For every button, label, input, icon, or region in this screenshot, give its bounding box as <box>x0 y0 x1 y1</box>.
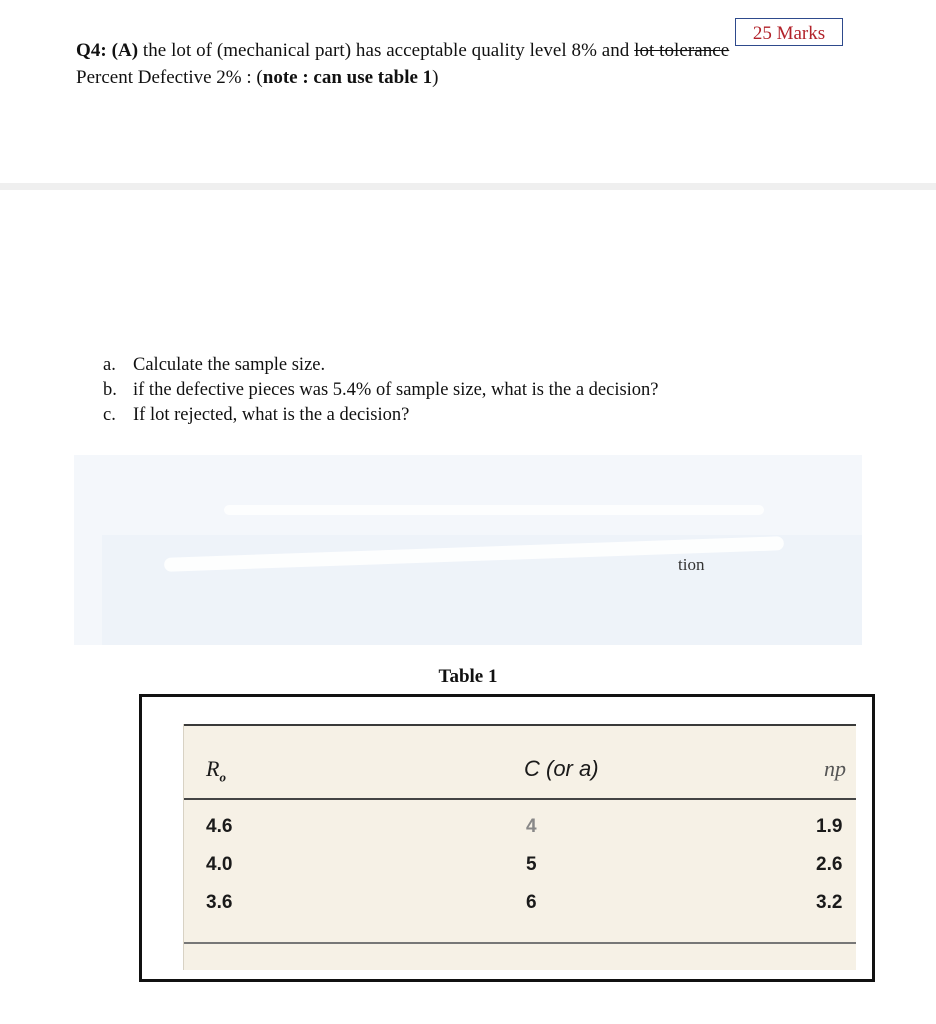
question-line-2 <box>76 67 438 89</box>
table-cell-c: 5 <box>526 854 537 875</box>
question-text-2a: Percent Defective 2% : ( <box>76 67 263 88</box>
sub-question-label: a. <box>103 355 116 375</box>
table-cell-r0: 3.6 <box>206 892 233 913</box>
sub-questions-list <box>103 353 659 428</box>
table-rule-bottom <box>184 942 856 944</box>
question-note: note : can use table 1 <box>262 67 433 88</box>
erased-streak <box>224 505 764 515</box>
sub-question-label: b. <box>103 380 117 400</box>
question-number: Q4: <box>76 40 107 61</box>
table-frame <box>139 694 875 982</box>
sub-question-text: If lot rejected, what is the a decision? <box>133 405 410 425</box>
table-cell-c: 6 <box>526 892 537 913</box>
table-caption: Table 1 <box>438 666 498 687</box>
header-r0: $R_o$ <box>206 756 226 785</box>
question-line-1 <box>76 40 729 62</box>
table-cell-np: 3.2 <box>816 892 843 913</box>
table-cell-np: 1.9 <box>816 816 843 837</box>
erased-text-fragment: tion <box>678 555 705 574</box>
table-rule-top <box>184 724 856 726</box>
question-part: (A) <box>111 40 139 61</box>
table-rule-header <box>184 798 856 800</box>
erased-region <box>74 455 862 645</box>
question-text-2b: ) <box>432 67 439 88</box>
header-r0-subscript: o <box>219 769 226 785</box>
table-cell-c: 4 <box>526 816 537 837</box>
header-c: C (or a) <box>524 756 599 781</box>
table-cell-r0: 4.6 <box>206 816 233 837</box>
question-struck-text: lot tolerance <box>634 40 730 61</box>
question-text-1: the lot of (mechanical part) has acceptable quality level 8% and <box>142 40 630 61</box>
table-cell-r0: 4.0 <box>206 854 233 875</box>
header-np: np <box>824 756 846 781</box>
sub-question-c <box>103 403 659 428</box>
page-divider <box>0 183 936 190</box>
table-cell-np: 2.6 <box>816 854 843 875</box>
sub-question-text: if the defective pieces was 5.4% of sample size, what is the a decision? <box>133 380 659 400</box>
scanned-table <box>183 724 856 970</box>
sub-question-a <box>103 353 659 378</box>
sub-question-label: c. <box>103 405 116 425</box>
sub-question-text: Calculate the sample size. <box>133 355 326 375</box>
marks-badge: 25 Marks <box>735 18 843 46</box>
sub-question-b <box>103 378 659 403</box>
